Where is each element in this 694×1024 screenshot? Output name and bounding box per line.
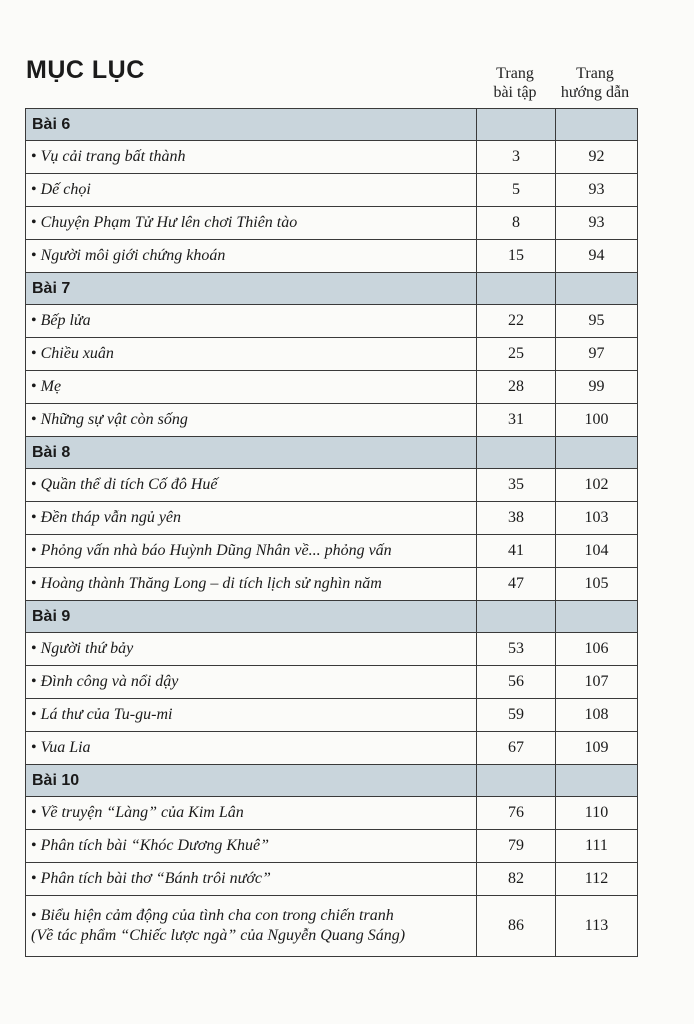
table-row[interactable] [26, 404, 638, 437]
exercise-page: 38 [477, 502, 556, 535]
table-row[interactable] [26, 535, 638, 568]
exercise-page: 35 [477, 469, 556, 502]
section-row [26, 437, 638, 469]
guide-page: 93 [556, 207, 638, 240]
guide-page: 112 [556, 863, 638, 896]
exercise-page: 25 [477, 338, 556, 371]
guide-page: 99 [556, 371, 638, 404]
exercise-page: 82 [477, 863, 556, 896]
exercise-page: 47 [477, 568, 556, 601]
column-header-line: bài tập [493, 84, 537, 101]
table-row[interactable] [26, 699, 638, 732]
table-row[interactable] [26, 174, 638, 207]
table-row[interactable] [26, 240, 638, 273]
table-row[interactable] [26, 338, 638, 371]
exercise-page: 22 [477, 305, 556, 338]
guide-page: 94 [556, 240, 638, 273]
column-header-line: Trang [496, 65, 534, 82]
entry-title: • Lá thư của Tu-gu-mi [26, 699, 477, 732]
exercise-page: 86 [477, 896, 556, 957]
table-row[interactable] [26, 305, 638, 338]
exercise-page: 31 [477, 404, 556, 437]
entry-title: • Đền tháp vẫn ngủ yên [26, 502, 477, 535]
guide-page: 104 [556, 535, 638, 568]
entry-title: • Đình công và nổi dậy [26, 666, 477, 699]
entry-title: • Quần thể di tích Cố đô Huế [26, 469, 477, 502]
table-row[interactable] [26, 732, 638, 765]
table-row[interactable] [26, 469, 638, 502]
guide-page: 108 [556, 699, 638, 732]
entry-title: • Phân tích bài thơ “Bánh trôi nước” [26, 863, 477, 896]
entry-title: • Chuyện Phạm Tử Hư lên chơi Thiên tào [26, 207, 477, 240]
exercise-page: 5 [477, 174, 556, 207]
table-of-contents [25, 108, 638, 957]
guide-page: 93 [556, 174, 638, 207]
section-row [26, 273, 638, 305]
guide-page: 97 [556, 338, 638, 371]
guide-page: 110 [556, 797, 638, 830]
exercise-page: 53 [477, 633, 556, 666]
guide-page: 109 [556, 732, 638, 765]
exercise-page: 79 [477, 830, 556, 863]
entry-title: • Vua Lia [26, 732, 477, 765]
section-label: Bài 10 [26, 765, 477, 797]
exercise-page: 15 [477, 240, 556, 273]
guide-page: 111 [556, 830, 638, 863]
exercise-page: 59 [477, 699, 556, 732]
table-row[interactable] [26, 502, 638, 535]
table-row[interactable] [26, 666, 638, 699]
entry-title: • Mẹ [26, 371, 477, 404]
exercise-page: 76 [477, 797, 556, 830]
guide-page: 105 [556, 568, 638, 601]
entry-title: • Phỏng vấn nhà báo Huỳnh Dũng Nhân về... phỏng vấn [26, 535, 477, 568]
entry-title: • Dế chọi [26, 174, 477, 207]
exercise-page: 67 [477, 732, 556, 765]
table-row[interactable] [26, 896, 638, 957]
entry-title: • Vụ cải trang bất thành [26, 141, 477, 174]
entry-title-continued: (Về tác phẩm “Chiếc lược ngà” của Nguyễn Quang Sáng) [31, 927, 406, 944]
entry-title: • Hoàng thành Thăng Long – di tích lịch sử nghìn năm [26, 568, 477, 601]
section-label: Bài 6 [26, 109, 477, 141]
guide-page: 107 [556, 666, 638, 699]
exercise-page: 41 [477, 535, 556, 568]
section-row [26, 109, 638, 141]
table-row[interactable] [26, 633, 638, 666]
column-header-guide-page [554, 64, 636, 102]
table-row[interactable] [26, 141, 638, 174]
column-header-line: Trang [576, 65, 614, 82]
section-label: Bài 9 [26, 601, 477, 633]
guide-page: 95 [556, 305, 638, 338]
column-header-line: hướng dẫn [560, 84, 630, 101]
exercise-page: 56 [477, 666, 556, 699]
guide-page: 102 [556, 469, 638, 502]
entry-title: • Bếp lửa [26, 305, 477, 338]
entry-title: • Những sự vật còn sống [26, 404, 477, 437]
section-row [26, 601, 638, 633]
guide-page: 100 [556, 404, 638, 437]
table-row[interactable] [26, 797, 638, 830]
table-row[interactable] [26, 371, 638, 404]
guide-page: 103 [556, 502, 638, 535]
table-row[interactable] [26, 207, 638, 240]
entry-title: • Chiều xuân [26, 338, 477, 371]
section-row [26, 765, 638, 797]
entry-title: • Biểu hiện cảm động của tình cha con trong chiến tranh (Về tác phẩm “Chiếc lược ngà” của Nguyễn Quang Sáng) [26, 896, 477, 957]
table-row[interactable] [26, 568, 638, 601]
column-header-exercise-page [476, 64, 554, 102]
exercise-page: 8 [477, 207, 556, 240]
exercise-page: 28 [477, 371, 556, 404]
guide-page: 106 [556, 633, 638, 666]
entry-title: • Người môi giới chứng khoán [26, 240, 477, 273]
entry-title: • Phân tích bài “Khóc Dương Khuê” [26, 830, 477, 863]
table-row[interactable] [26, 863, 638, 896]
entry-title: • Người thứ bảy [26, 633, 477, 666]
guide-page: 113 [556, 896, 638, 957]
table-row[interactable] [26, 830, 638, 863]
page-title: MỤC LỤC [26, 56, 145, 84]
exercise-page: 3 [477, 141, 556, 174]
entry-title: • Về truyện “Làng” của Kim Lân [26, 797, 477, 830]
section-label: Bài 8 [26, 437, 477, 469]
guide-page: 92 [556, 141, 638, 174]
section-label: Bài 7 [26, 273, 477, 305]
